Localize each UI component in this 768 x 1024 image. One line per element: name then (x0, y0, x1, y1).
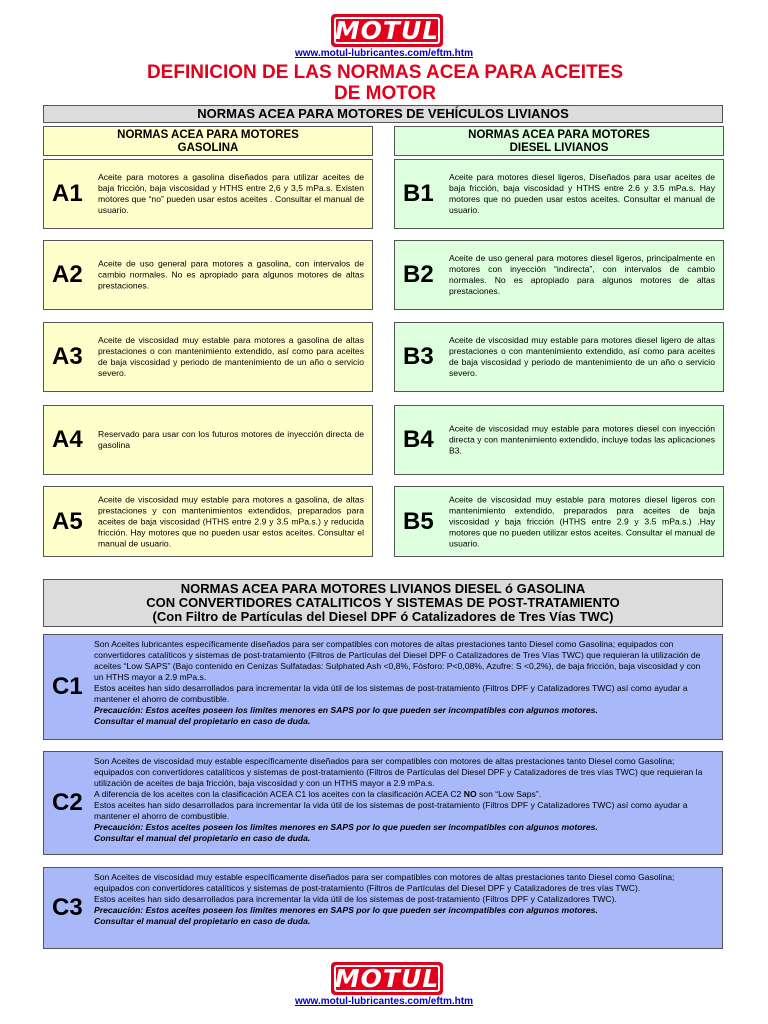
norm-code: A1 (52, 180, 83, 207)
norm-card-a2 (43, 240, 373, 310)
norm-card-b3 (394, 322, 724, 392)
norm-description: Reservado para usar con los futuros motores de inyección directa de gasolina (98, 429, 364, 450)
norm-code: B1 (403, 180, 434, 207)
norm-card-a4 (43, 405, 373, 475)
norm-description: Son Aceites de viscosidad muy estable específicamente diseñados para ser compatibles con motores de altas prestaciones tanto Diesel como Gasolina; equipados con convertidores catalíticos y sistemas de post-tratamiento (Filtros de Partículas del Diesel DPF y Catalizadores de tres vías TWC) que requieran la utilización de aceites de baja fricción, baja viscosidad y con un HTHS mayor a 2.9 mPa.s. A diferencia de los aceites con la clasificación ACEA C1 los aceites con la clasificación ACEA C2 NO son “Low Saps”. Estos aceites han sido desarrollados para incrementar la vida útil de los sistemas de post-tratamiento (Filtros DPF y Catalizadores TWC) así como ayudar a mantener el ahorro de combustible. Precaución: Estos aceites poseen los limites menores en SAPS por lo que pueden ser incompatibles con algunos motores. Consultar el manual del propietario en caso de duda. (94, 756, 712, 844)
norm-description: Aceite para motores a gasolina diseñados para utilizar aceites de baja fricción, baja viscosidad y HTHS entre 2,6 y 3,5 mPa.s. Existen motores que “no” pueden usar estos aceites . Consultar el manual de usuario. (98, 172, 364, 215)
light-vehicles-header: NORMAS ACEA PARA MOTORES DE VEHÍCULOS LIVIANOS (43, 105, 723, 123)
norm-description: Aceite de viscosidad muy estable para motores diesel con inyección directa y con mantenimiento extendido, incluye todas las aplicaciones B3. (449, 423, 715, 456)
caution-note: Consultar el manual del propietario en caso de duda. (94, 716, 311, 726)
norm-code: A3 (52, 343, 83, 370)
norm-card-b1 (394, 159, 724, 229)
motul-logo-top: MOTUL (331, 14, 443, 47)
norm-card-a1 (43, 159, 373, 229)
title-line-1: DEFINICION DE LAS NORMAS ACEA PARA ACEITES (146, 62, 624, 83)
norm-code: C3 (52, 894, 83, 921)
norm-code: B5 (403, 507, 434, 535)
norm-card-c2 (43, 751, 723, 855)
caution-text: Precaución: Estos aceites poseen los limites menores en SAPS por lo que pueden ser incompatibles con algunos motores. (94, 705, 598, 715)
norm-code: B3 (403, 343, 434, 370)
norm-code: A2 (52, 261, 83, 288)
norm-card-c3 (43, 867, 723, 949)
caution-note: Consultar el manual del propietario en caso de duda. (94, 916, 311, 926)
website-link-bottom[interactable]: www.motul-lubricantes.com/eftm.htm (295, 996, 473, 1007)
norm-description: Aceite para motores diesel ligeros, Diseñados para usar aceites de baja fricción, baja viscosidad y HTHS entre 2.6 y 3.5 mPa.s. Hay motores que no pueden usar estos aceites. Consultar el manual de usuario. (449, 172, 715, 215)
caution-note: Consultar el manual del propietario en caso de duda. (94, 833, 311, 843)
page-title (100, 62, 670, 104)
norm-description: Aceite de viscosidad muy estable para motores a gasolina de altas prestaciones o con mantenimiento extendido, así como para aceites de baja viscosidad y periodo de mantenimiento de un año o servicio severo. (98, 335, 364, 378)
norm-card-a5 (43, 486, 373, 557)
motul-logo-bottom: MOTUL (331, 962, 443, 995)
norm-code: A5 (52, 507, 83, 535)
norm-code: B2 (403, 261, 434, 288)
website-link-top[interactable]: www.motul-lubricantes.com/eftm.htm (295, 48, 473, 59)
norm-description: Aceite de viscosidad muy estable para motores diesel ligeros con mantenimiento extendido, preparados para aceites de baja viscosidad y baja fricción (HTHS entre 2.9 y 3.5 mPa.s.) .Hay motores que no pueden utilizar estos aceites. Consultar el manual de usuario. (449, 494, 715, 548)
diesel-column-header: NORMAS ACEA PARA MOTORES DIESEL LIVIANOS (394, 126, 724, 156)
norm-code: C2 (52, 789, 83, 816)
norm-description: Aceite de viscosidad muy estable para motores diesel ligero de altas prestaciones o con mantenimiento extendido, así como para aceites de baja viscosidad y periodo de mantenimiento de un año o servicio severo. (449, 335, 715, 378)
caution-text: Precaución: Estos aceites poseen los limites menores en SAPS por lo que pueden ser incompatibles con algunos motores. (94, 905, 598, 915)
norm-card-b5 (394, 486, 724, 557)
norm-description: Aceite de viscosidad muy estable para motores a gasolina, de altas prestaciones y con mantenimientos extendidos, preparados para aceites de baja viscosidad (HTHS entre 2.9 y 3.5 mPa.s.) y reducida fricción. Hay motores que no pueden usar estos aceites. Consultar el manual de usuario. (98, 494, 364, 548)
norm-card-c1 (43, 634, 723, 740)
norm-code: B4 (403, 426, 434, 453)
norm-description: Aceite de uso general para motores diesel ligeros, principalmente en motores con inyección “indirecta”, con intervalos de cambio normales. No es apropiado para algunos motores de altas prestaciones. (449, 253, 715, 296)
norm-description: Son Aceites de viscosidad muy estable específicamente diseñados para ser compatibles con motores de altas prestaciones tanto Diesel como Gasolina; equipados con convertidores catalíticos y sistemas de post-tratamiento (Filtros de Partículas del Diesel DPF y Catalizadores de tres vías TWC). Estos aceites han sido desarrollados para incrementar la vida útil de los sistemas de post-tratamiento (Filtros DPF y Catalizadores TWC). Precaución: Estos aceites poseen los limites menores en SAPS por lo que pueden ser incompatibles con algunos motores. Consultar el manual del propietario en caso de duda. (94, 872, 712, 927)
norm-description: Son Aceites lubricantes específicamente diseñados para ser compatibles con motores de altas prestaciones tanto Diesel como Gasolina; equipados con convertidores catalíticos y sistemas de post-tratamiento (Filtros de Partículas del Diesel DPF o Catalizadores de Tres Vías TWC) que requieran la utilización de aceites “Low SAPS” (Bajo contenido en Cenizas Sulfatadas: Sulphated Ash <0,8%, Fósforo: P<0,08%, Azufre: S <0,2%), de baja fricción, baja viscosidad y con un HTHS mayor a 2.9 mPa.s. Estos aceites han sido desarrollados para incrementar la vida útil de los sistemas de post-tratamiento (Filtros DPF y Catalizadores TWC) así como ayudar a mantener el ahorro de combustible. Precaución: Estos aceites poseen los limites menores en SAPS por lo que pueden ser incompatibles con algunos motores. Consultar el manual del propietario en caso de duda. (94, 639, 712, 727)
norm-card-a3 (43, 322, 373, 392)
norm-card-b4 (394, 405, 724, 475)
gasoline-column-header: NORMAS ACEA PARA MOTORES GASOLINA (43, 126, 373, 156)
caution-text: Precaución: Estos aceites poseen los limites menores en SAPS por lo que pueden ser incompatibles con algunos motores. (94, 822, 598, 832)
norm-card-b2 (394, 240, 724, 310)
catalytic-section-header: NORMAS ACEA PARA MOTORES LIVIANOS DIESEL ó GASOLINA CON CONVERTIDORES CATALITICOS Y SISTEMAS DE POST-TRATAMIENTO (Con Filtro de Partículas del Diesel DPF ó Catalizadores de Tres Vías TWC) (43, 579, 723, 627)
norm-code: C1 (52, 673, 83, 700)
norm-code: A4 (52, 426, 83, 453)
norm-description: Aceite de uso general para motores a gasolina, con intervalos de cambio normales. No es apropiado para algunos motores de altas prestaciones. (98, 258, 364, 291)
title-line-2: DE MOTOR (333, 83, 437, 104)
